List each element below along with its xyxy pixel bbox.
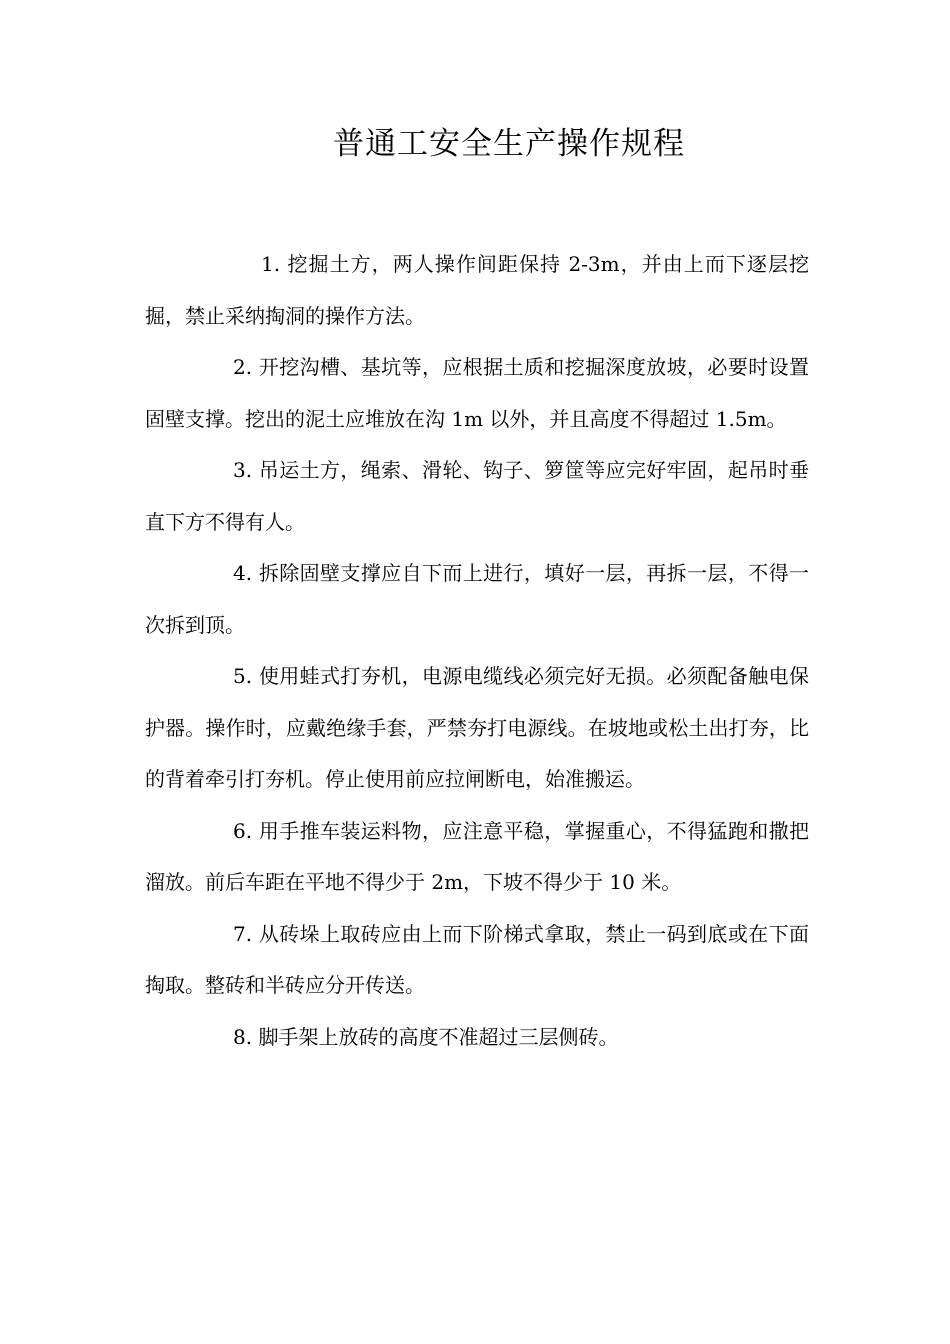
document-body bbox=[145, 239, 809, 1063]
rule-paragraph-1: 1. 挖掘土方，两人操作间距保持 2-3m，并由上而下逐层挖掘，禁止采纳掏洞的操作方法。 bbox=[145, 252, 809, 328]
document-title: 普通工安全生产操作规程 bbox=[333, 126, 685, 162]
rule-paragraph-3: 3. 吊运土方，绳索、滑轮、钩子、箩筐等应完好牢固，起吊时垂直下方不得有人。 bbox=[145, 458, 809, 534]
rule-paragraph-8: 8. 脚手架上放砖的高度不准超过三层侧砖。 bbox=[233, 1024, 619, 1049]
rule-paragraph-7: 7. 从砖垛上取砖应由上而下阶梯式拿取，禁止一码到底或在下面掏取。整砖和半砖应分开传送。 bbox=[145, 921, 809, 997]
rule-paragraph-5: 5. 使用蛙式打夯机，电源电缆线必须完好无损。必须配备触电保护器。操作时，应戴绝缘手套，严禁夯打电源线。在坡地或松土出打夯，比的背着牵引打夯机。停止使用前应拉闸断电，始准搬运。 bbox=[145, 664, 809, 791]
rule-paragraph-2: 2. 开挖沟槽、基坑等，应根据土质和挖掘深度放坡，必要时设置固壁支撑。挖出的泥土应堆放在沟 1m 以外，并且高度不得超过 1.5m。 bbox=[145, 355, 809, 431]
rule-paragraph-6: 6. 用手推车装运料物，应注意平稳，掌握重心，不得猛跑和撒把溜放。前后车距在平地不得少于 2m，下坡不得少于 10 米。 bbox=[145, 818, 809, 894]
rule-paragraph-4: 4. 拆除固壁支撑应自下而上进行，填好一层，再拆一层，不得一次拆到顶。 bbox=[145, 561, 809, 637]
